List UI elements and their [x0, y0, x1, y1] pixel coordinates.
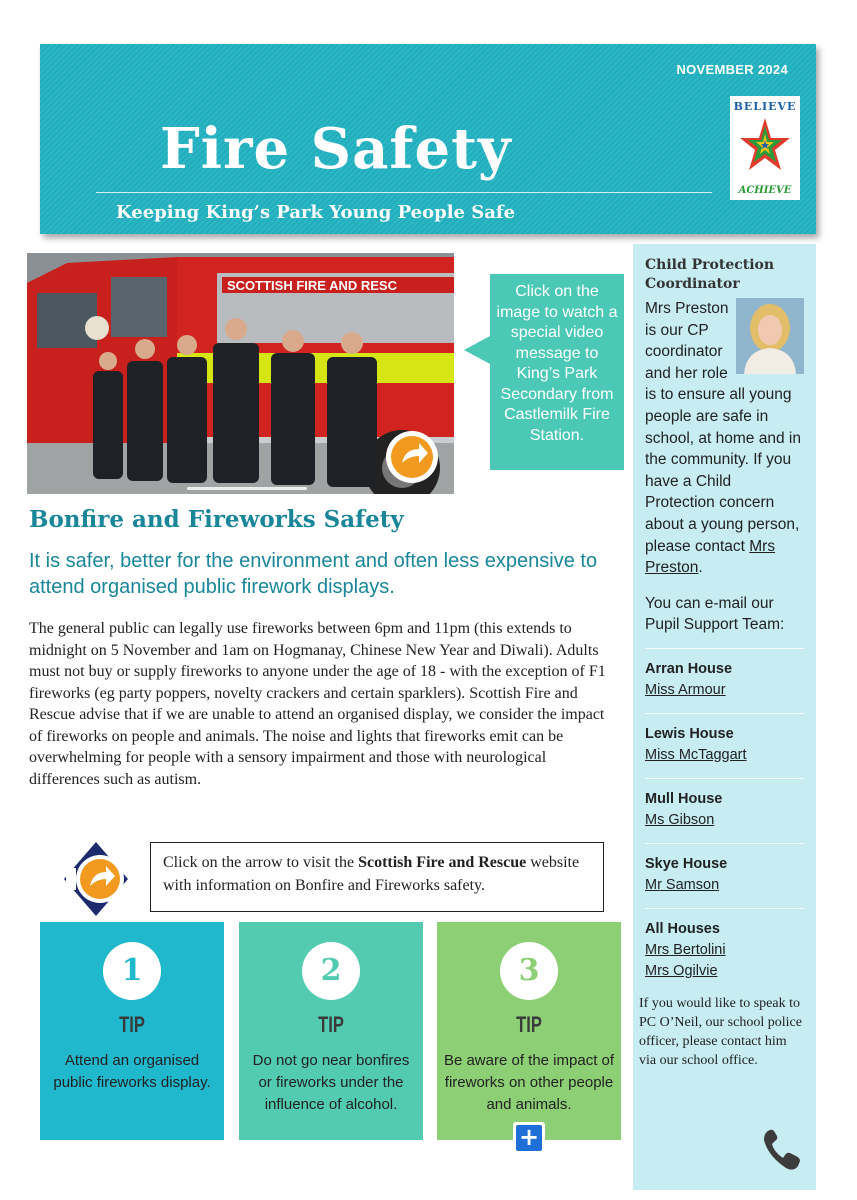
- phone-icon: [762, 1128, 802, 1172]
- article-title: Bonfire and Fireworks Safety: [29, 506, 404, 533]
- house-name: Mull House: [645, 790, 723, 807]
- page-title: Fire Safety: [160, 116, 512, 182]
- house-contact-link[interactable]: Miss Armour: [645, 681, 726, 698]
- house-skye: [645, 843, 804, 896]
- email-intro: You can e-mail our Pupil Support Team:: [645, 594, 785, 634]
- sidebar-title: Child Protection Coordinator: [645, 257, 775, 292]
- fire-crew-photo: [27, 253, 454, 494]
- house-contact-link[interactable]: Miss McTaggart: [645, 746, 747, 763]
- star-logo-icon: [738, 116, 792, 176]
- house-name: Arran House: [645, 660, 733, 677]
- coordinator-end: .: [698, 559, 703, 577]
- plus-icon: +: [516, 1125, 542, 1151]
- tip-card-3: [437, 922, 621, 1140]
- tip-card-2: [239, 922, 423, 1140]
- coordinator-info: [645, 298, 804, 579]
- tip-text: Attend an organised public fireworks display.: [53, 1052, 211, 1091]
- tip-text: Be aware of the impact of fireworks on other people and animals.: [443, 1052, 615, 1113]
- logo-top-text: BELIEVE: [733, 100, 797, 113]
- house-contact-link[interactable]: Mr Samson: [645, 876, 720, 893]
- article-lead: It is safer, better for the environment and often less expensive to attend organised public firework displays.: [29, 550, 598, 598]
- tip-number: 2: [302, 942, 360, 1000]
- header-banner: [40, 44, 816, 234]
- link-text-post: website with information on Bonfire and Fireworks safety.: [163, 854, 580, 894]
- video-thumbnail[interactable]: [27, 253, 454, 494]
- truck-lettering: SCOTTISH FIRE AND RESC: [227, 278, 397, 293]
- link-text-pre: Click on the arrow to visit the: [163, 854, 359, 871]
- school-logo: [730, 96, 800, 200]
- house-mull: [645, 778, 804, 831]
- tip-label: TIP: [119, 1012, 145, 1037]
- tip-text: Do not go near bonfires or fireworks under the influence of alcohol.: [252, 1052, 410, 1113]
- sfrs-link-box: [150, 842, 604, 912]
- tip-label: TIP: [318, 1012, 344, 1037]
- title-divider: [96, 192, 712, 193]
- coordinator-link[interactable]: Mrs Preston: [645, 537, 776, 577]
- police-officer-info: If you would like to speak to PC O’Neil, our school police officer, please contact him via our school office.: [639, 995, 802, 1068]
- expand-plus-button[interactable]: [513, 1122, 545, 1154]
- article-body: The general public can legally use fireworks between 6pm and 11pm (this extends to midnight on 5 November and 1am on Hogmanay, Chinese New Year and Diwali). Adults must not buy or supply fireworks to anyone under the age of 18 - with the exception of F1 fireworks (eg party poppers, novelty crackers and certain sparklers). Scottish Fire and Rescue advise that if we are unable to attend an organised display, we consider the impact of fireworks on people and animals. The noise and lights that fireworks emit can be overwhelming for people with a sensory impairment and those with neurological differences such as autism.: [29, 620, 606, 788]
- tip-label: TIP: [516, 1012, 542, 1037]
- tip-number: 1: [103, 942, 161, 1000]
- tip-number: 3: [500, 942, 558, 1000]
- sidebar: [633, 244, 816, 1190]
- issue-date: NOVEMBER 2024: [676, 62, 788, 77]
- tip-card-1: [40, 922, 224, 1140]
- coordinator-text: Mrs Preston is our CP coordinator and her role is to ensure all young people are safe in school, at home and in the community. If you have a Child Protection concern about a young person, please contact: [645, 300, 801, 555]
- house-arran: [645, 648, 804, 701]
- house-name: All Houses: [645, 920, 720, 937]
- sfrs-name: Scottish Fire and Rescue: [358, 854, 527, 871]
- house-name: Lewis House: [645, 725, 734, 742]
- house-all: [645, 908, 804, 982]
- page-subtitle: Keeping King’s Park Young People Safe: [116, 202, 516, 223]
- logo-bottom-text: ACHIEVE: [738, 185, 792, 196]
- coordinator-photo: [736, 298, 804, 374]
- house-lewis: [645, 713, 804, 766]
- house-contact-link[interactable]: Mrs Bertolini: [645, 941, 726, 958]
- sfrs-link-arrow-icon[interactable]: [64, 842, 128, 916]
- house-contact-link[interactable]: Mrs Ogilvie: [645, 962, 718, 979]
- house-contact-link[interactable]: Ms Gibson: [645, 811, 715, 828]
- house-name: Skye House: [645, 855, 728, 872]
- video-callout: Click on the image to watch a special video message to King’s Park Secondary from Castlemilk Fire Station.: [490, 274, 624, 470]
